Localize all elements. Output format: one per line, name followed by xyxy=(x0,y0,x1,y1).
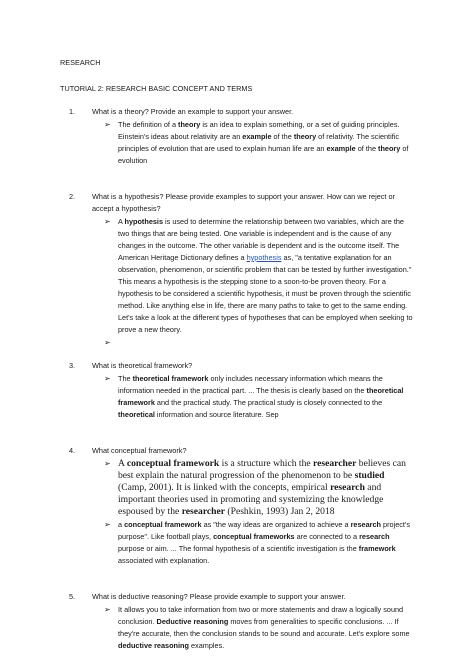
question-4 xyxy=(60,445,414,457)
arrow-bullet-icon: ➢ xyxy=(104,605,111,614)
question-5-text: What is deductive reasoning? Please provide example to support your answer. xyxy=(92,592,346,601)
arrow-bullet-icon: ➢ xyxy=(104,217,111,226)
answer-5-item xyxy=(60,604,414,652)
answer-3-text: The theoretical framework only includes necessary information which means the information needed in the practical part. ... The thesis is clearly based on the theoretical framework and the practical study. The practical study is closely connected to the theoretical information and source literature. Sep xyxy=(118,374,404,419)
tutorial-title: TUTORIAL 2: RESEARCH BASIC CONCEPT AND TERMS xyxy=(60,84,253,93)
question-3 xyxy=(60,360,414,372)
arrow-bullet-icon: ➢ xyxy=(104,374,111,383)
question-2 xyxy=(60,191,414,215)
question-5 xyxy=(60,591,414,603)
question-1-number: 1. xyxy=(69,107,76,116)
question-4-number: 4. xyxy=(69,446,76,455)
answer-2-empty-item xyxy=(60,337,414,349)
answer-4-item-2 xyxy=(60,519,414,567)
arrow-bullet-icon: ➢ xyxy=(104,459,111,468)
document-title: RESEARCH xyxy=(60,58,101,67)
answer-3-item xyxy=(60,373,414,421)
answer-4-text-1: A conceptual framework is a structure which the researcher believes can best explain the natural progression of the phenomenon to be studied (Camp, 2001). It is linked with the concepts, empirical research and important theories used in promoting and systemizing the knowledge espoused by the researcher (Peshkin, 1993) Jan 2, 2018 xyxy=(118,458,406,517)
answer-5-text: It allows you to take information from two or more statements and draw a logically sound conclusion. Deductive reasoning moves from generalities to specific conclusions. ... If they're accurate, then the conclusion stands to be sound and accurate. Let's explore some deductive reasoning examples. xyxy=(118,605,410,650)
arrow-bullet-icon: ➢ xyxy=(104,338,111,347)
answer-4-item-1 xyxy=(60,458,414,518)
question-5-number: 5. xyxy=(69,592,76,601)
hypothesis-link[interactable]: hypothesis xyxy=(246,253,282,262)
question-3-number: 3. xyxy=(69,361,76,370)
answer-2-item xyxy=(60,216,414,336)
question-1 xyxy=(60,106,414,118)
answer-4-text-2: a conceptual framework as "the way ideas are organized to achieve a research project's purpose". Like football plays, conceptual frameworks are connected to a research purpose or aim. ... The formal hypothesis of a scientific investigation is the framework associated with explanation. xyxy=(118,520,410,565)
answer-2-text: A hypothesis is used to determine the relationship between two variables, which are the two things that are being tested. One variable is independent and is the cause of any changes in the outcome. The other variable is dependent and is the outcome itself. The American Heritage Dictionary defines a hypothesis as, "a tentative explanation for an observation, phenomenon, or scientific problem that can be tested by further investigation." This means a hypothesis is the stepping stone to a soon-to-be proven theory. For a hypothesis to be considered a scientific hypothesis, it must be proven through the scientific method. Like anything else in life, there are many paths to take to get to the same ending. Let's take a look at the different types of hypotheses that can be employed when seeking to prove a new theory. xyxy=(118,217,413,334)
question-1-text: What is a theory? Provide an example to support your answer. xyxy=(92,107,294,116)
answer-1-item xyxy=(60,119,414,167)
question-2-text: What is a hypothesis? Please provide examples to support your answer. How can we reject or accept a hypothesis? xyxy=(92,192,395,213)
question-3-text: What is theoretical framework? xyxy=(92,361,193,370)
answer-1-text: The definition of a theory is an idea to explain something, or a set of guiding principles. Einstein's ideas about relativity are an example of the theory of relativity. The scientific principles of evolution that are used to explain human life are an example of the theory of evolution xyxy=(118,120,409,165)
question-2-number: 2. xyxy=(69,192,76,201)
arrow-bullet-icon: ➢ xyxy=(104,120,111,129)
arrow-bullet-icon: ➢ xyxy=(104,520,111,529)
question-4-text: What conceptual framework? xyxy=(92,446,187,455)
